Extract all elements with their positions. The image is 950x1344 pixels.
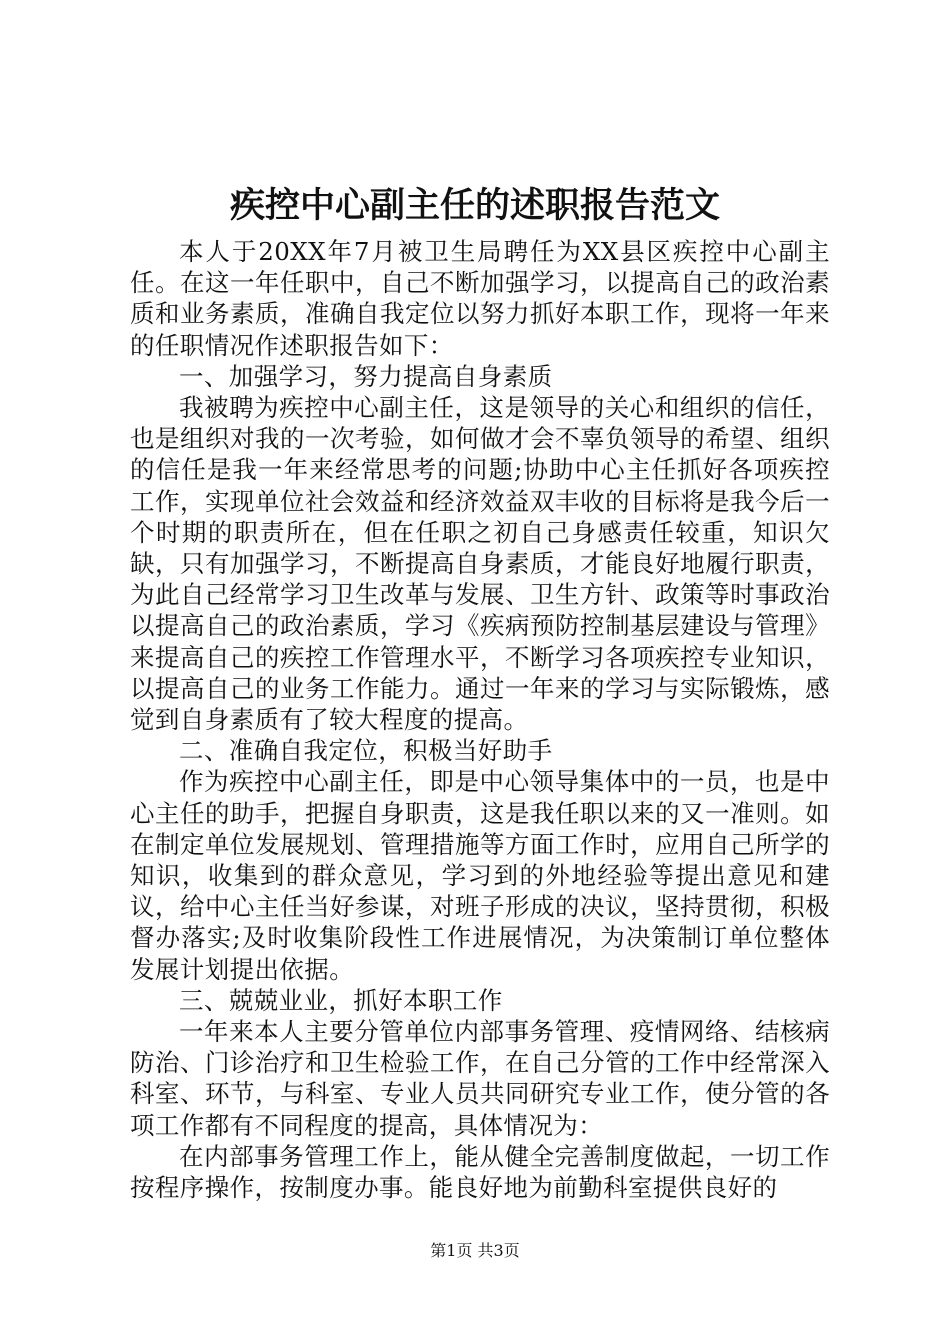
section-heading-1: 一、加强学习，努力提高自身素质 [179,361,553,391]
paragraph-section-3: 一年来本人主要分管单位内部事务管理、疫情网络、结核病防治、门诊治疗和卫生检验工作，在自己分管的工作中经常深入科室、环节，与科室、专业人员共同研究专业工作，使分管的各项工作都有不同程度的提高，具体情况为： [130,1017,830,1140]
paragraph-intro: 本人于20XX年7月被卫生局聘任为XX县区疾控中心副主任。在这一年任职中，自己不断加强学习，以提高自己的政治素质和业务素质，准确自我定位以努力抓好本职工作，现将一年来的任职情况作述职报告如下： [130,237,830,360]
paragraph-section-3-continued: 在内部事务管理工作上，能从健全完善制度做起，一切工作按程序操作，按制度办事。能良好地为前勤科室提供良好的 [130,1141,830,1203]
document-body [130,236,830,1203]
document-title: 疾控中心副主任的述职报告范文 [229,185,720,226]
section-heading-3: 三、兢兢业业，抓好本职工作 [179,985,503,1015]
paragraph-section-2: 作为疾控中心副主任，即是中心领导集体中的一员，也是中心主任的助手，把握自身职责，这是我任职以来的又一准则。如在制定单位发展规划、管理措施等方面工作时，应用自己所学的知识，收集到的群众意见，学习到的外地经验等提出意见和建议，给中心主任当好参谋，对班子形成的决议，坚持贯彻，积极督办落实;及时收集阶段性工作进展情况，为决策制订单位整体发展计划提出依据。 [130,767,830,984]
page-number-footer: 第1页 共3页 [430,1241,520,1260]
paragraph-section-1: 我被聘为疾控中心副主任，这是领导的关心和组织的信任，也是组织对我的一次考验，如何做才会不辜负领导的希望、组织的信任是我一年来经常思考的问题;协助中心主任抓好各项疾控工作，实现单位社会效益和经济效益双丰收的目标将是我今后一个时期的职责所在，但在任职之初自己身感责任较重，知识欠缺，只有加强学习，不断提高自身素质，才能良好地履行职责，为此自己经常学习卫生改革与发展、卫生方针、政策等时事政治以提高自己的政治素质，学习《疾病预防控制基层建设与管理》来提高自己的疾控工作管理水平，不断学习各项疾控专业知识，以提高自己的业务工作能力。通过一年来的学习与实际锻炼，感觉到自身素质有了较大程度的提高。 [130,393,830,735]
section-heading-2: 二、准确自我定位，积极当好助手 [179,736,553,766]
